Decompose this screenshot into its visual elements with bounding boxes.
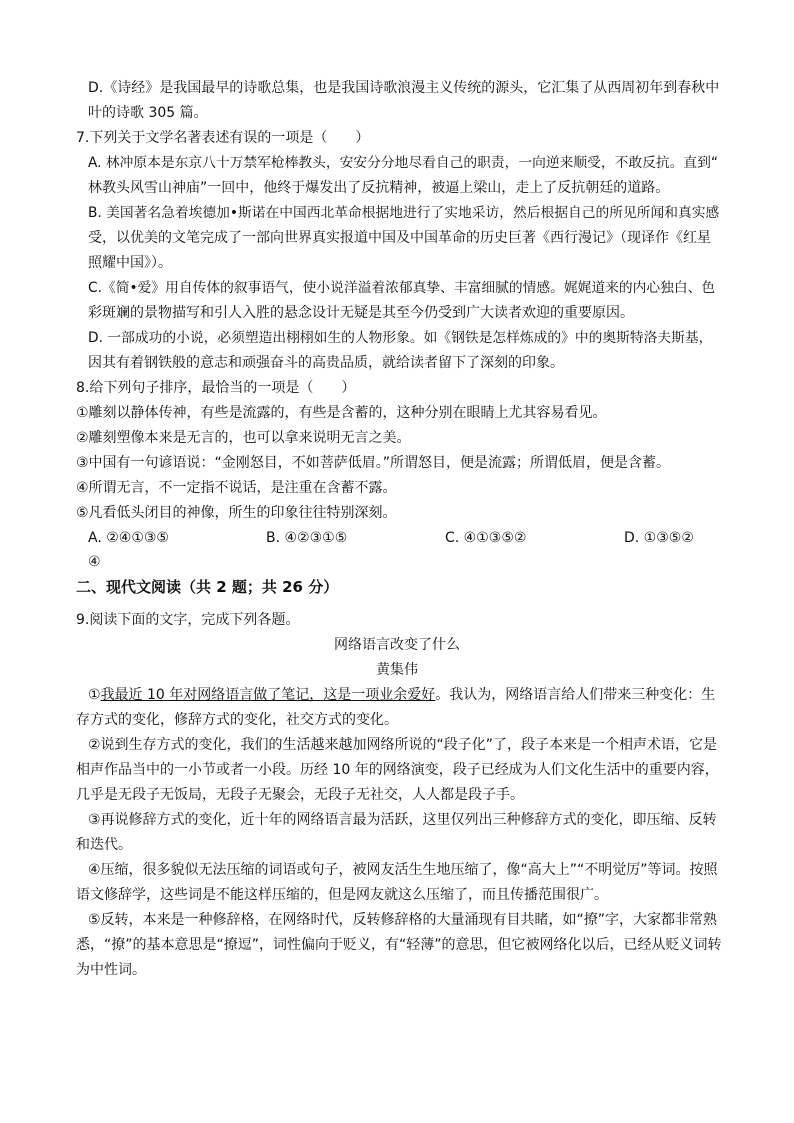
paragraph-1-underlined-sentence: 我最近 10 年对网络语言做了笔记，这是一项业余爱好 — [100, 687, 436, 703]
paragraph-1-line2: 存方式的变化，修辞方式的变化，社交方式的变化。 — [76, 712, 398, 728]
paragraph-2-line2: 相声作品当中的一小节或者一小段。历经 10 年的网络演变，段子已经成为人们文化生活中的重要内容， — [76, 762, 719, 778]
q8-sentence-2: ②雕刻塑像本来是无言的，也可以拿来说明无言之美。 — [76, 430, 411, 446]
q8-stem: 8.给下列句子排序，最恰当的一项是（ ） — [76, 380, 356, 396]
q7-option-d-line2: 因其有着钢铁般的意志和顽强奋斗的高贵品质，就给读者留下了深刻的印象。 — [88, 355, 564, 371]
q8-sentence-1: ①雕刻以静体传神，有些是流露的，有些是含蓄的，这种分别在眼睛上尤其容易看见。 — [76, 405, 607, 421]
q7-option-d-line1: D. 一部成功的小说，必须塑造出栩栩如生的人物形象。如《钢铁是怎样炼成的》中的奥斯特洛夫斯基， — [88, 330, 713, 346]
q6-option-d-line2: 叶的诗歌 305 篇。 — [88, 105, 208, 121]
paragraph-4-line2: 语文修辞学，这些词是不能这样压缩的，但是网友就这么压缩了，而且传播范围很广。 — [76, 887, 608, 903]
q7-option-a-line1: A. 林冲原本是东京八十万禁军枪棒教头，安安分分地尽看自己的职责，一向逆来顺受，不敢反抗。直到“ — [88, 155, 719, 171]
paragraph-2-line1: ②说到生存方式的变化，我们的生活越来越加网络所说的“段子化”了，段子本来是一个相声术语，它是 — [88, 737, 718, 753]
paragraph-1-line1 — [88, 684, 715, 706]
q7-option-c-line1: C.《简•爱》用自传体的叙事语气，使小说洋溢着浓郁真挚、丰富细腻的情感。娓娓道来的内心独白、色 — [88, 280, 716, 296]
q7-option-b-line3: 照耀中国》）。 — [88, 255, 172, 271]
q8-sentence-3: ③中国有一句谚语说：“金刚怒目，不如菩萨低眉。”所谓怒目，便是流露；所谓低眉，便是含蓄。 — [76, 455, 671, 471]
q8-option-b: B. ④②③①⑤ — [266, 530, 348, 546]
article-title: 网络语言改变了什么 — [334, 637, 460, 653]
section-heading-modern-reading: 二、现代文阅读（共 2 题；共 26 分） — [76, 578, 339, 596]
q7-option-c-line2: 彩斑斓的景物描写和引人入胜的悬念设计无疑是其至今仍受到广大读者欢迎的重要原因。 — [88, 305, 634, 321]
paragraph-3-line2: 和迭代。 — [76, 837, 132, 853]
q8-option-d-continued: ④ — [88, 554, 101, 570]
paragraph-1-number: ① — [88, 687, 101, 703]
q7-option-b-line1: B. 美国著名急着埃德加•斯诺在中国西北革命根据地进行了实地采访，然后根据自己的所见所闻和真实感 — [88, 205, 720, 221]
q7-option-b-line2: 受，以优美的文笔完成了一部向世界真实报道中国及中国革命的历史巨著《西行漫记》（现译作《红星 — [88, 230, 711, 246]
paragraph-5-line3: 为中性词。 — [76, 962, 146, 978]
q8-option-c: C. ④①③⑤② — [445, 530, 527, 546]
article-author: 黄集伟 — [376, 662, 418, 678]
paragraph-5-line2: 悉，“撩”的基本意思是“撩逗”，词性偏向于贬义，有“轻薄”的意思，但它被网络化以后，已经从贬义词转 — [76, 937, 722, 953]
paragraph-4-line1: ④压缩，很多貌似无法压缩的词语或句子，被网友活生生地压缩了，像“高大上”“不明觉厉”等词。按照 — [88, 862, 718, 878]
paragraph-1-rest: 。我认为，网络语言给人们带来三种变化：生 — [435, 687, 716, 703]
q7-stem: 7.下列关于文学名著表述有误的一项是（ ） — [76, 130, 370, 146]
q8-option-d: D. ①③⑤② — [624, 530, 694, 546]
q8-option-a: A. ②④①③⑤ — [88, 530, 169, 546]
q8-sentence-5: ⑤凡看低头闭目的神像，所生的印象往往特别深刻。 — [76, 505, 397, 521]
q6-option-d-line1: D.《诗经》是我国最早的诗歌总集，也是我国诗歌浪漫主义传统的源头，它汇集了从西周初年到春秋中 — [88, 80, 720, 96]
q9-stem: 9.阅读下面的文字，完成下列各题。 — [76, 612, 300, 628]
q7-option-a-line2: 林教头风雪山神庙”一回中，他终于爆发出了反抗精神，被逼上梁山，走上了反抗朝廷的道路。 — [88, 180, 670, 196]
q8-sentence-4: ④所谓无言，不一定指不说话，是注重在含蓄不露。 — [76, 480, 397, 496]
paragraph-3-line1: ③再说修辞方式的变化，近十年的网络语言最为活跃，这里仅列出三种修辞方式的变化，即压缩、反转 — [88, 812, 717, 828]
paragraph-2-line3: 几乎是无段子无饭局，无段子无聚会，无段子无社交，人人都是段子手。 — [76, 787, 524, 803]
paragraph-5-line1: ⑤反转，本来是一种修辞格，在网络时代，反转修辞格的大量涌现有目共睹，如“撩”字，大家都非常熟 — [88, 912, 718, 928]
